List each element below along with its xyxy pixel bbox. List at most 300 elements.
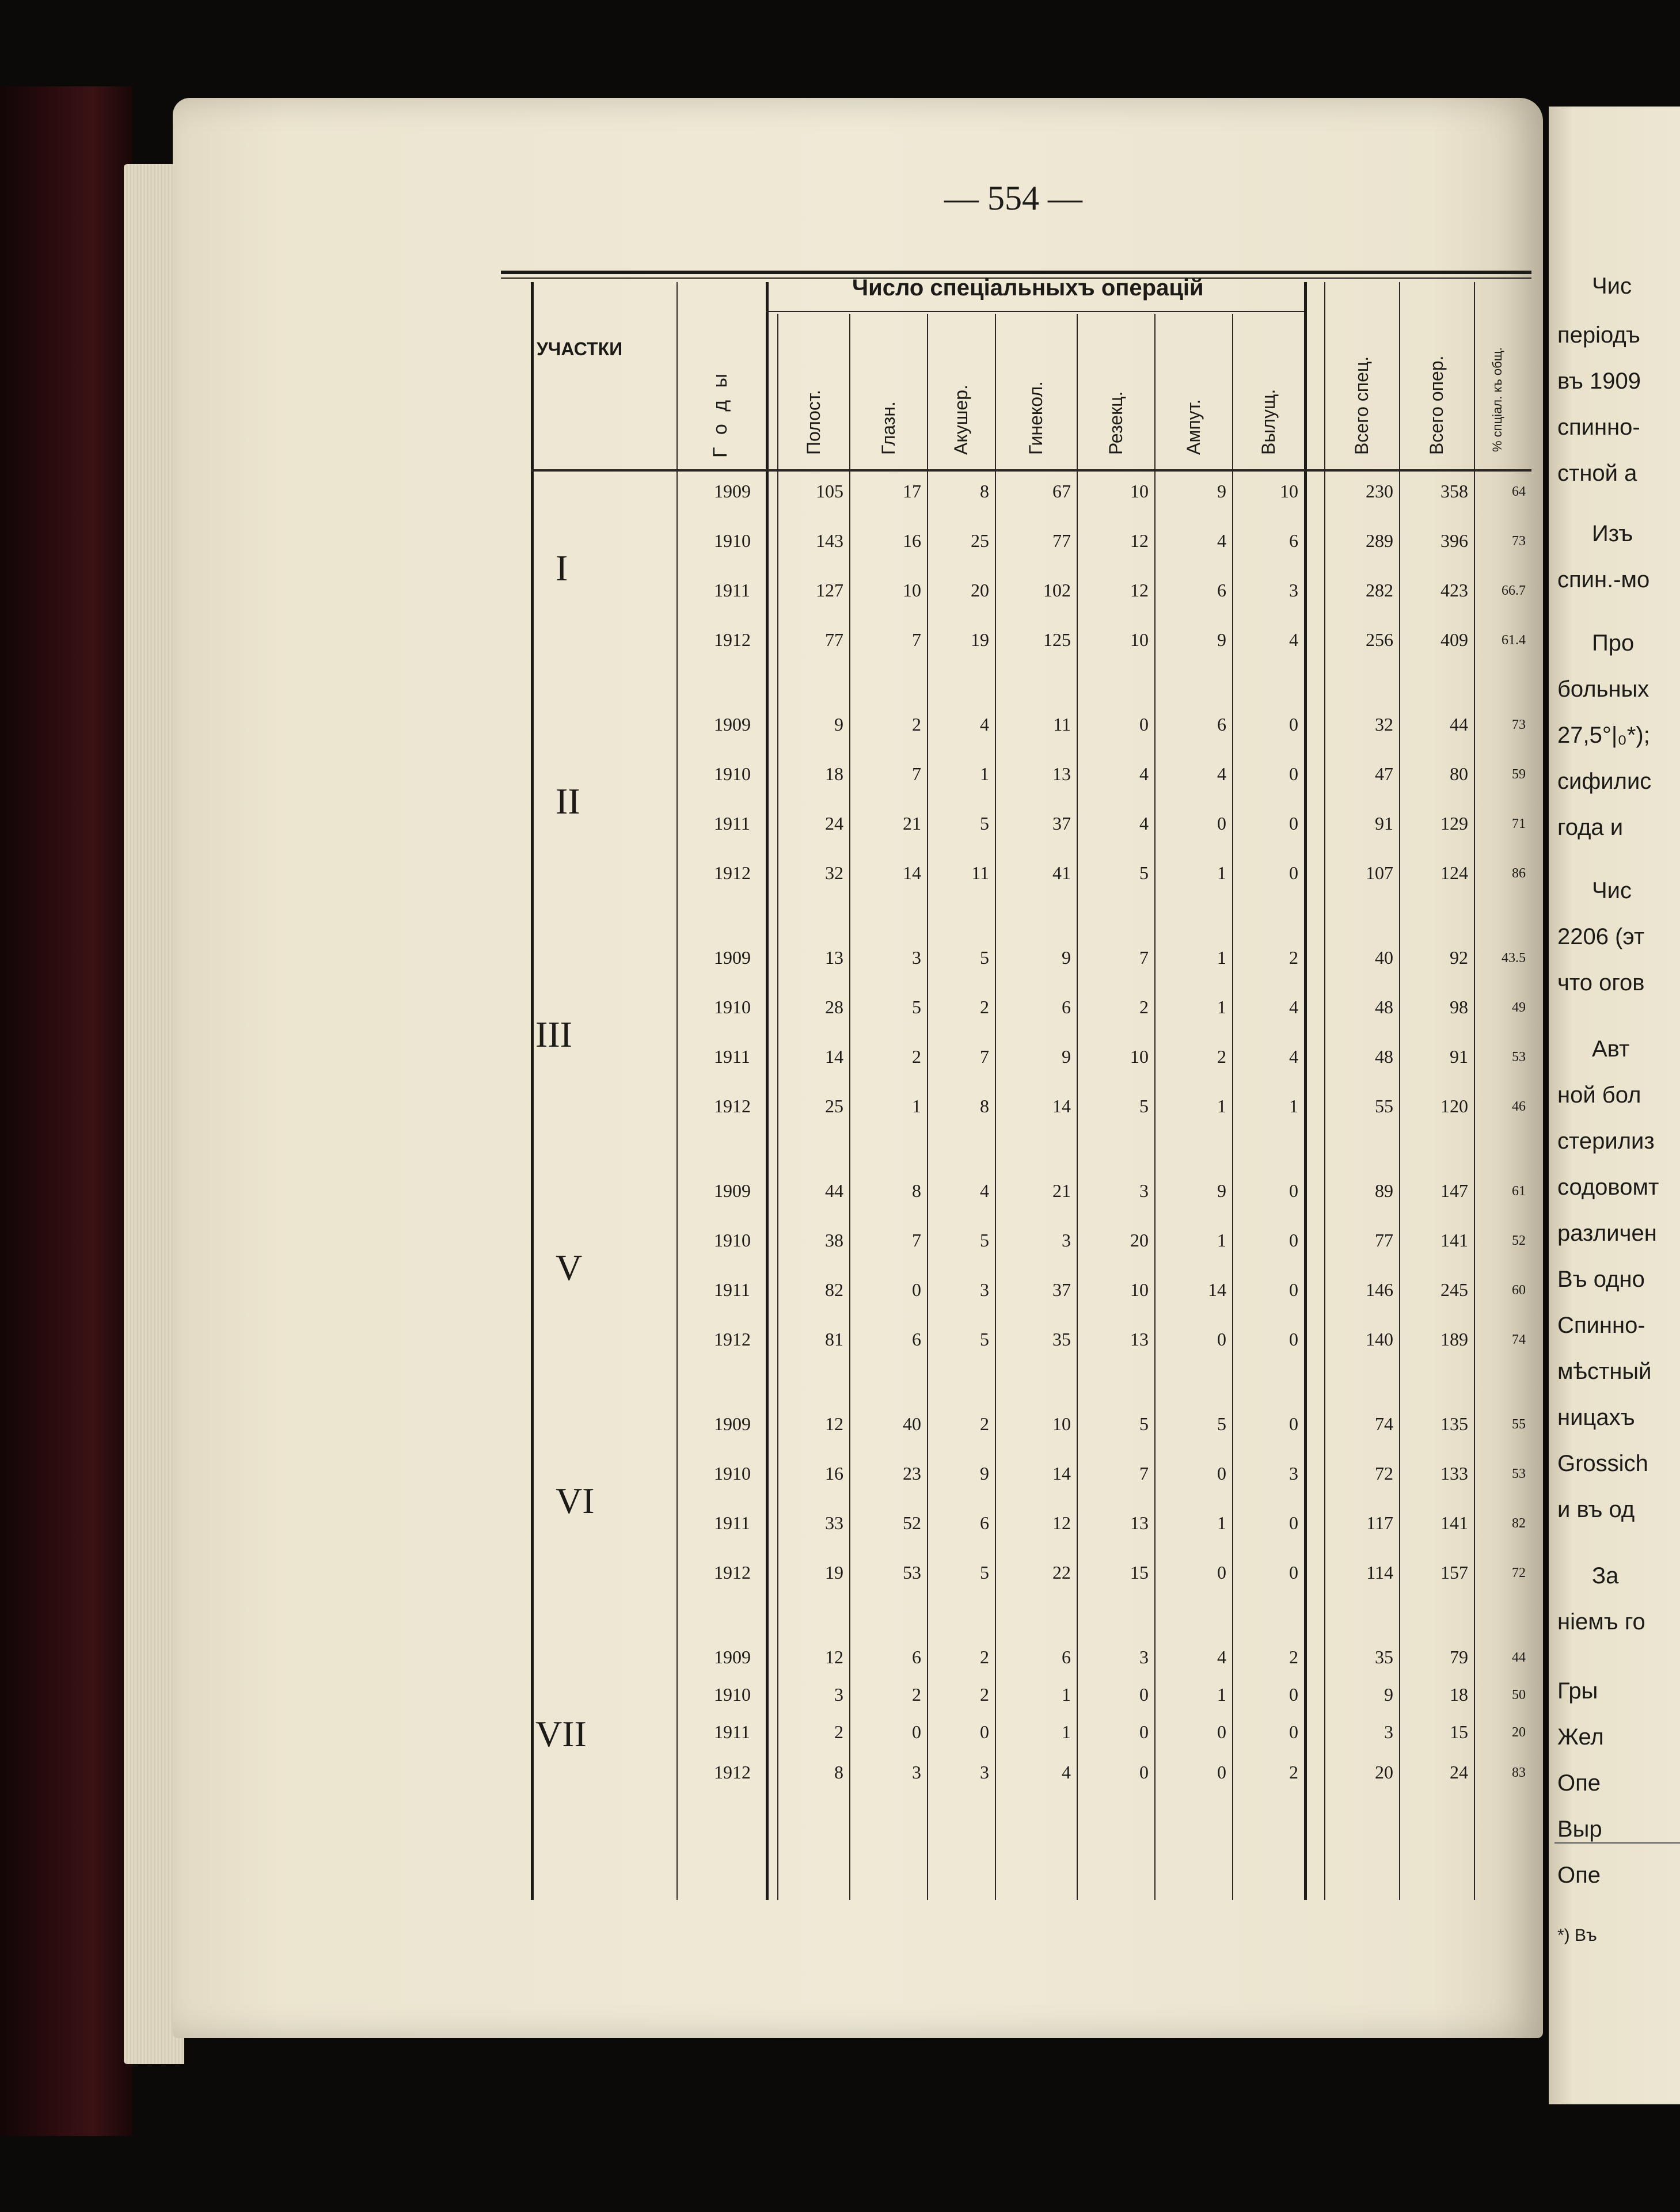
table-cell: 38 (825, 1230, 843, 1251)
column-divider (766, 282, 769, 1900)
table-cell: 289 (1366, 530, 1393, 551)
table-cell: 40 (1375, 947, 1393, 968)
table-cell: 6 (912, 1647, 921, 1667)
table-cell: 6 (1062, 997, 1071, 1017)
right-page-line: періодъ (1557, 322, 1640, 348)
table-cell: 46 (1512, 1099, 1526, 1114)
year-cell: 1909 (714, 1413, 751, 1434)
table-cell: 5 (912, 997, 921, 1017)
table-cell: 20 (1375, 1762, 1393, 1782)
table-cell: 73 (1512, 717, 1526, 732)
table-cell: 114 (1366, 1562, 1393, 1583)
right-page-line: Гры (1557, 1678, 1598, 1704)
right-page-line: Чис (1592, 878, 1632, 903)
table-cell: 2 (980, 1684, 989, 1705)
right-page-line: года и (1557, 815, 1624, 840)
table-cell: 7 (912, 1230, 921, 1251)
table-cell: 5 (1139, 1096, 1149, 1116)
table-cell: 20 (1512, 1725, 1526, 1740)
right-page-line: 27,5°|₀*); (1557, 723, 1650, 748)
year-cell: 1910 (714, 1463, 751, 1484)
table-cell: 14 (1052, 1463, 1071, 1484)
year-cell: 1912 (714, 629, 751, 650)
header-group-rule (766, 311, 1304, 312)
year-cell: 1911 (714, 1046, 750, 1067)
table-cell: 44 (1512, 1650, 1526, 1665)
table-cell: 0 (1289, 862, 1298, 883)
year-cell: 1911 (714, 1279, 750, 1300)
table-cell: 12 (825, 1647, 843, 1667)
column-header: Гинекол. (1025, 381, 1046, 455)
table-cell: 3 (1139, 1647, 1149, 1667)
table-cell: 0 (1289, 1329, 1298, 1350)
table-cell: 49 (1512, 1000, 1526, 1015)
table-cell: 423 (1440, 580, 1468, 600)
table-cell: 10 (1130, 1046, 1149, 1067)
table-cell: 79 (1450, 1647, 1468, 1667)
right-page-line: спинно- (1557, 415, 1640, 440)
table-cell: 13 (1052, 763, 1071, 784)
table-cell: 0 (912, 1721, 921, 1742)
header-group-title: Число спеціальныхъ операцій (852, 275, 1204, 301)
district-label: I (556, 548, 568, 588)
table-cell: 2 (980, 1413, 989, 1434)
table-cell: 25 (971, 530, 989, 551)
table-cell: 10 (1280, 481, 1298, 501)
table-cell: 9 (1217, 481, 1226, 501)
table-cell: 141 (1440, 1230, 1468, 1251)
table-cell: 0 (1217, 1463, 1226, 1484)
table-cell: 3 (1062, 1230, 1071, 1251)
table-cell: 140 (1366, 1329, 1393, 1350)
right-page-line: ницахъ (1557, 1405, 1635, 1430)
table-cell: 12 (825, 1413, 843, 1434)
table-cell: 10 (903, 580, 921, 600)
table-cell: 3 (1289, 580, 1298, 600)
table-cell: 4 (1139, 763, 1149, 784)
table-cell: 0 (1139, 1762, 1149, 1782)
table-cell: 53 (1512, 1466, 1526, 1481)
column-header: Вылущ. (1257, 389, 1279, 455)
table-cell: 52 (1512, 1233, 1526, 1248)
table-cell: 147 (1440, 1180, 1468, 1201)
table-cell: 5 (1139, 862, 1149, 883)
table-cell: 6 (1217, 580, 1226, 600)
table-cell: 8 (834, 1762, 843, 1782)
table-cell: 127 (816, 580, 843, 600)
table-cell: 72 (1512, 1565, 1526, 1580)
table-cell: 5 (980, 813, 989, 834)
table-cell: 64 (1512, 484, 1526, 499)
table-cell: 0 (1289, 1180, 1298, 1201)
table-cell: 35 (1375, 1647, 1393, 1667)
table-cell: 48 (1375, 1046, 1393, 1067)
column-header: Всего спец. (1351, 356, 1372, 455)
table-cell: 135 (1440, 1413, 1468, 1434)
table-cell: 7 (980, 1046, 989, 1067)
table-cell: 9 (1217, 1180, 1226, 1201)
district-label: II (556, 781, 580, 822)
table-cell: 41 (1052, 862, 1071, 883)
right-page-line: что огов (1557, 970, 1645, 995)
table-cell: 2 (980, 1647, 989, 1667)
table-cell: 67 (1052, 481, 1071, 501)
year-cell: 1909 (714, 481, 751, 501)
table-cell: 18 (1450, 1684, 1468, 1705)
table-cell: 6 (1062, 1647, 1071, 1667)
table-cell: 5 (980, 1230, 989, 1251)
table-cell: 2 (912, 1684, 921, 1705)
table-cell: 9 (1062, 1046, 1071, 1067)
table-cell: 0 (1289, 1512, 1298, 1533)
table-cell: 14 (825, 1046, 843, 1067)
table-cell: 358 (1440, 481, 1468, 501)
right-page-line: За (1592, 1563, 1619, 1588)
table-cell: 11 (971, 862, 989, 883)
year-cell: 1912 (714, 1562, 751, 1583)
table-cell: 124 (1440, 862, 1468, 883)
table-cell: 0 (1289, 1684, 1298, 1705)
table-cell: 3 (980, 1279, 989, 1300)
table-cell: 5 (980, 947, 989, 968)
table-cell: 189 (1440, 1329, 1468, 1350)
right-page-line: стной а (1557, 461, 1637, 486)
table-cell: 3 (912, 947, 921, 968)
year-cell: 1912 (714, 1329, 751, 1350)
right-page-line: ной бол (1557, 1082, 1641, 1108)
table-cell: 1 (1217, 862, 1226, 883)
table-cell: 3 (912, 1762, 921, 1782)
right-page-line: стерилиз (1557, 1128, 1655, 1154)
table-cell: 13 (1130, 1512, 1149, 1533)
table-cell: 52 (903, 1512, 921, 1533)
district-label: VII (535, 1713, 587, 1754)
table-cell: 2 (912, 1046, 921, 1067)
table-cell: 3 (1384, 1721, 1393, 1742)
table-cell: 8 (912, 1180, 921, 1201)
table-cell: 23 (903, 1463, 921, 1484)
table-cell: 4 (1217, 530, 1226, 551)
table-cell: 53 (1512, 1050, 1526, 1065)
table-cell: 55 (1512, 1417, 1526, 1432)
table-cell: 16 (825, 1463, 843, 1484)
right-page-line: Спинно- (1557, 1313, 1645, 1338)
table-cell: 10 (1130, 481, 1149, 501)
table-cell: 7 (912, 763, 921, 784)
table-cell: 9 (834, 714, 843, 735)
table-cell: 4 (1289, 1046, 1298, 1067)
table-cell: 14 (1208, 1279, 1226, 1300)
column-header: % спціал. къ общ. (1490, 347, 1504, 452)
year-cell: 1912 (714, 1096, 751, 1116)
table-cell: 21 (903, 813, 921, 834)
table-cell: 92 (1450, 947, 1468, 968)
table-cell: 5 (1139, 1413, 1149, 1434)
table-top-rule (501, 271, 1531, 274)
table-cell: 5 (1217, 1413, 1226, 1434)
table-cell: 1 (1289, 1096, 1298, 1116)
table-cell: 6 (1217, 714, 1226, 735)
year-cell: 1911 (714, 813, 750, 834)
table-cell: 1 (1062, 1684, 1071, 1705)
right-page-line: больных (1557, 676, 1649, 702)
table-cell: 2 (912, 714, 921, 735)
table-cell: 44 (825, 1180, 843, 1201)
table-cell: 0 (980, 1721, 989, 1742)
table-cell: 15 (1130, 1562, 1149, 1583)
column-header: Ампут. (1183, 399, 1204, 455)
table-cell: 0 (1139, 714, 1149, 735)
table-cell: 12 (1130, 530, 1149, 551)
table-cell: 6 (1289, 530, 1298, 551)
table-cell: 2 (980, 997, 989, 1017)
table-cell: 44 (1450, 714, 1468, 735)
table-cell: 4 (980, 1180, 989, 1201)
table-cell: 107 (1366, 862, 1393, 883)
right-page-line: содовомт (1557, 1175, 1659, 1200)
table-cell: 12 (1052, 1512, 1071, 1533)
district-label: V (556, 1247, 583, 1288)
year-cell: 1910 (714, 763, 751, 784)
table-cell: 6 (980, 1512, 989, 1533)
table-cell: 0 (1139, 1721, 1149, 1742)
year-cell: 1912 (714, 1762, 751, 1782)
table-cell: 18 (825, 763, 843, 784)
table-cell: 9 (980, 1463, 989, 1484)
table-cell: 146 (1366, 1279, 1393, 1300)
right-page-line: мѣстный (1557, 1359, 1652, 1384)
year-cell: 1910 (714, 997, 751, 1017)
year-cell: 1911 (714, 1721, 750, 1742)
table-cell: 1 (1217, 1684, 1226, 1705)
table-cell: 55 (1375, 1096, 1393, 1116)
column-header: Акушер. (951, 385, 971, 455)
table-cell: 12 (1130, 580, 1149, 600)
table-cell: 37 (1052, 813, 1071, 834)
table-cell: 77 (825, 629, 843, 650)
table-cell: 20 (1130, 1230, 1149, 1251)
table-cell: 120 (1440, 1096, 1468, 1116)
table-cell: 409 (1440, 629, 1468, 650)
right-page-line: Въ одно (1557, 1267, 1645, 1292)
table-cell: 5 (980, 1329, 989, 1350)
table-cell: 102 (1043, 580, 1071, 600)
table-cell: 0 (1217, 1762, 1226, 1782)
table-cell: 4 (1217, 763, 1226, 784)
table-cell: 143 (816, 530, 843, 551)
table-cell: 22 (1052, 1562, 1071, 1583)
table-cell: 77 (1052, 530, 1071, 551)
table-cell: 35 (1052, 1329, 1071, 1350)
table-cell: 13 (825, 947, 843, 968)
table-cell: 24 (1450, 1762, 1468, 1782)
table-cell: 0 (1289, 1279, 1298, 1300)
table-cell: 4 (1062, 1762, 1071, 1782)
table-cell: 71 (1512, 816, 1526, 831)
years-column-header: Г о д ы (709, 370, 731, 458)
table-cell: 0 (1217, 1562, 1226, 1583)
table-cell: 14 (903, 862, 921, 883)
right-page-line: Авт (1592, 1036, 1630, 1062)
table-cell: 8 (980, 1096, 989, 1116)
year-cell: 1909 (714, 1647, 751, 1667)
table-cell: 0 (1289, 1562, 1298, 1583)
table-cell: 1 (1062, 1721, 1071, 1742)
column-header: Глазн. (877, 401, 899, 455)
table-cell: 2 (1289, 1647, 1298, 1667)
table-cell: 0 (1289, 714, 1298, 735)
table-cell: 10 (1052, 1413, 1071, 1434)
table-cell: 19 (971, 629, 989, 650)
right-page-line: Выр (1557, 1816, 1602, 1842)
table-cell: 86 (1512, 866, 1526, 881)
table-cell: 77 (1375, 1230, 1393, 1251)
table-cell: 81 (825, 1329, 843, 1350)
right-page-line: Про (1592, 630, 1635, 656)
table-cell: 0 (1217, 1721, 1226, 1742)
table-cell: 9 (1062, 947, 1071, 968)
table-cell: 4 (1289, 629, 1298, 650)
page-number: — 554 — (944, 179, 1082, 217)
table-cell: 98 (1450, 997, 1468, 1017)
table-cell: 5 (980, 1562, 989, 1583)
table-cell: 74 (1512, 1332, 1526, 1347)
year-cell: 1910 (714, 1684, 751, 1705)
right-page-line: различен (1557, 1221, 1657, 1246)
table-cell: 53 (903, 1562, 921, 1583)
table-cell: 19 (825, 1562, 843, 1583)
table-cell: 11 (1053, 714, 1071, 735)
year-cell: 1910 (714, 1230, 751, 1251)
table-cell: 61.4 (1502, 633, 1526, 648)
table-cell: 21 (1052, 1180, 1071, 1201)
table-cell: 83 (1512, 1765, 1526, 1780)
table-cell: 20 (971, 580, 989, 600)
table-cell: 1 (1217, 1230, 1226, 1251)
table-cell: 0 (1139, 1684, 1149, 1705)
table-cell: 10 (1130, 629, 1149, 650)
table-cell: 1 (1217, 1512, 1226, 1533)
table-cell: 1 (1217, 947, 1226, 968)
table-cell: 7 (1139, 1463, 1149, 1484)
column-header: Резекц. (1105, 391, 1126, 455)
right-page-line: Опе (1557, 1770, 1601, 1796)
table-cell: 0 (1289, 1413, 1298, 1434)
table-cell: 32 (825, 862, 843, 883)
table-cell: 66.7 (1502, 583, 1526, 598)
right-page-line: Жел (1557, 1724, 1604, 1750)
right-page-line: Чис (1592, 273, 1632, 299)
year-cell: 1909 (714, 714, 751, 735)
right-page-line: 2206 (эт (1557, 924, 1645, 949)
right-page-line: въ 1909 (1557, 368, 1641, 394)
footnote-rule (1554, 1842, 1680, 1844)
district-label: III (535, 1014, 572, 1055)
table-cell: 3 (1289, 1463, 1298, 1484)
table-cell: 3 (980, 1762, 989, 1782)
table-cell: 1 (1217, 1096, 1226, 1116)
year-cell: 1910 (714, 530, 751, 551)
right-page-line: Grossich (1557, 1451, 1648, 1476)
table-cell: 1 (1217, 997, 1226, 1017)
table-cell: 13 (1130, 1329, 1149, 1350)
district-column-header: УЧАСТКИ (537, 339, 623, 359)
table-cell: 91 (1450, 1046, 1468, 1067)
table-cell: 117 (1366, 1512, 1393, 1533)
table-cell: 245 (1440, 1279, 1468, 1300)
right-page-line: ніемъ го (1557, 1609, 1645, 1635)
column-divider (1304, 282, 1307, 1900)
table-cell: 2 (834, 1721, 843, 1742)
table-cell: 105 (816, 481, 843, 501)
table-cell: 2 (1139, 997, 1149, 1017)
table-cell: 230 (1366, 481, 1393, 501)
table-cell: 133 (1440, 1463, 1468, 1484)
table-cell: 4 (1289, 997, 1298, 1017)
table-cell: 2 (1289, 947, 1298, 968)
table-cell: 47 (1375, 763, 1393, 784)
right-page-line: и въ од (1557, 1497, 1635, 1522)
table-cell: 32 (1375, 714, 1393, 735)
table-cell: 50 (1512, 1687, 1526, 1702)
right-page-line: Изъ (1592, 521, 1633, 546)
table-cell: 37 (1052, 1279, 1071, 1300)
column-header: Всего опер. (1426, 355, 1447, 455)
table-cell: 7 (1139, 947, 1149, 968)
year-cell: 1909 (714, 947, 751, 968)
table-cell: 125 (1043, 629, 1071, 650)
table-cell: 33 (825, 1512, 843, 1533)
table-cell: 396 (1440, 530, 1468, 551)
table-cell: 14 (1052, 1096, 1071, 1116)
district-label: VI (556, 1480, 595, 1521)
table-cell: 0 (1217, 1329, 1226, 1350)
table-cell: 0 (1289, 813, 1298, 834)
table-cell: 3 (1139, 1180, 1149, 1201)
table-cell: 157 (1440, 1562, 1468, 1583)
year-cell: 1912 (714, 862, 751, 883)
table-cell: 74 (1375, 1413, 1393, 1434)
table-cell: 10 (1130, 1279, 1149, 1300)
table-cell: 0 (1217, 813, 1226, 834)
column-divider (676, 282, 678, 1900)
table-cell: 24 (825, 813, 843, 834)
table-cell: 7 (912, 629, 921, 650)
table-cell: 28 (825, 997, 843, 1017)
table-cell: 4 (1139, 813, 1149, 834)
table-cell: 43.5 (1502, 951, 1526, 966)
table-cell: 8 (980, 481, 989, 501)
right-page-line: спин.-мо (1557, 567, 1650, 592)
table-cell: 48 (1375, 997, 1393, 1017)
year-cell: 1911 (714, 1512, 750, 1533)
table-cell: 9 (1217, 629, 1226, 650)
table-left-border (531, 282, 534, 1900)
table-cell: 60 (1512, 1283, 1526, 1298)
year-cell: 1911 (714, 580, 750, 600)
table-cell: 0 (1289, 1230, 1298, 1251)
table-cell: 73 (1512, 534, 1526, 549)
table-cell: 2 (1289, 1762, 1298, 1782)
table-cell: 82 (825, 1279, 843, 1300)
table-cell: 0 (1289, 763, 1298, 784)
table-cell: 2 (1217, 1046, 1226, 1067)
table-cell: 9 (1384, 1684, 1393, 1705)
table-cell: 59 (1512, 767, 1526, 782)
table-cell: 256 (1366, 629, 1393, 650)
book-binding (0, 86, 132, 2136)
table-cell: 4 (1217, 1647, 1226, 1667)
